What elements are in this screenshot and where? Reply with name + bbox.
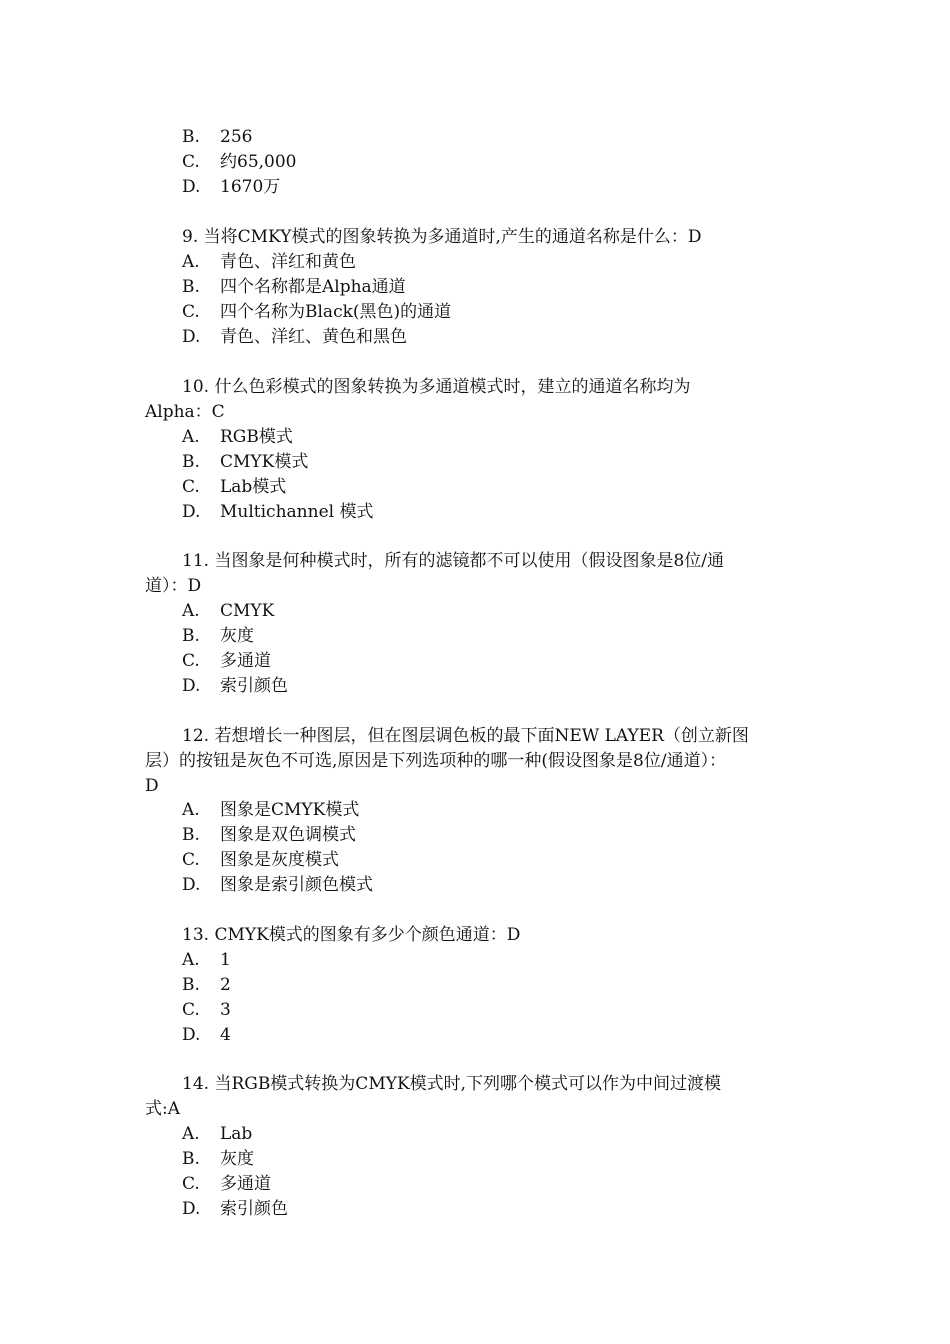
option-d: D. 图象是索引颜色模式	[182, 875, 373, 895]
option-b: B. 四个名称都是Alpha通道	[182, 277, 406, 297]
option-c: C. 多通道	[182, 651, 271, 671]
option-d: D. Multichannel 模式	[182, 502, 374, 522]
question-10-text-cont: Alpha：C	[145, 402, 225, 422]
question-10-text: 10. 什么色彩模式的图象转换为多通道模式时，建立的通道名称均为	[182, 377, 691, 397]
question-12-text: 12. 若想增长一种图层，但在图层调色板的最下面NEW LAYER（创立新图	[182, 726, 749, 746]
question-14-text-cont: 式:A	[145, 1099, 181, 1119]
option-a: A. Lab	[182, 1124, 253, 1144]
option-d: D. 1670万	[182, 177, 281, 197]
question-11-text: 11. 当图象是何种模式时，所有的滤镜都不可以使用（假设图象是8位/通	[182, 551, 724, 571]
question-14-text: 14. 当RGB模式转换为CMYK模式时,下列哪个模式可以作为中间过渡模	[182, 1074, 722, 1094]
option-c: C. 3	[182, 1000, 231, 1020]
option-a: A. 青色、洋红和黄色	[182, 252, 356, 272]
option-c: C. 约65,000	[182, 152, 297, 172]
option-a: A. 1	[182, 950, 231, 970]
option-c: C. 多通道	[182, 1174, 271, 1194]
question-13-text: 13. CMYK模式的图象有多少个颜色通道：D	[182, 925, 521, 945]
option-a: A. 图象是CMYK模式	[182, 800, 360, 820]
question-11-text-cont: 道）：D	[145, 576, 202, 596]
option-c: C. 四个名称为Black(黑色)的通道	[182, 302, 452, 322]
option-b: B. 256	[182, 127, 253, 147]
question-12-text-cont: 层）的按钮是灰色不可选,原因是下列选项种的哪一种(假设图象是8位/通道）：	[145, 751, 727, 771]
option-d: D. 索引颜色	[182, 676, 288, 696]
option-d: D. 索引颜色	[182, 1199, 288, 1219]
option-d: D. 4	[182, 1025, 231, 1045]
option-b: B. CMYK模式	[182, 452, 309, 472]
option-d: D. 青色、洋红、黄色和黑色	[182, 327, 407, 347]
option-c: C. 图象是灰度模式	[182, 850, 339, 870]
option-b: B. 灰度	[182, 626, 254, 646]
option-a: A. RGB模式	[182, 427, 293, 447]
option-b: B. 图象是双色调模式	[182, 825, 356, 845]
option-b: B. 2	[182, 975, 231, 995]
question-9-text: 9. 当将CMKY模式的图象转换为多通道时,产生的通道名称是什么：D	[182, 227, 702, 247]
question-12-text-cont-2: D	[145, 776, 159, 796]
option-b: B. 灰度	[182, 1149, 254, 1169]
option-c: C. Lab模式	[182, 477, 287, 497]
option-a: A. CMYK	[182, 601, 275, 621]
